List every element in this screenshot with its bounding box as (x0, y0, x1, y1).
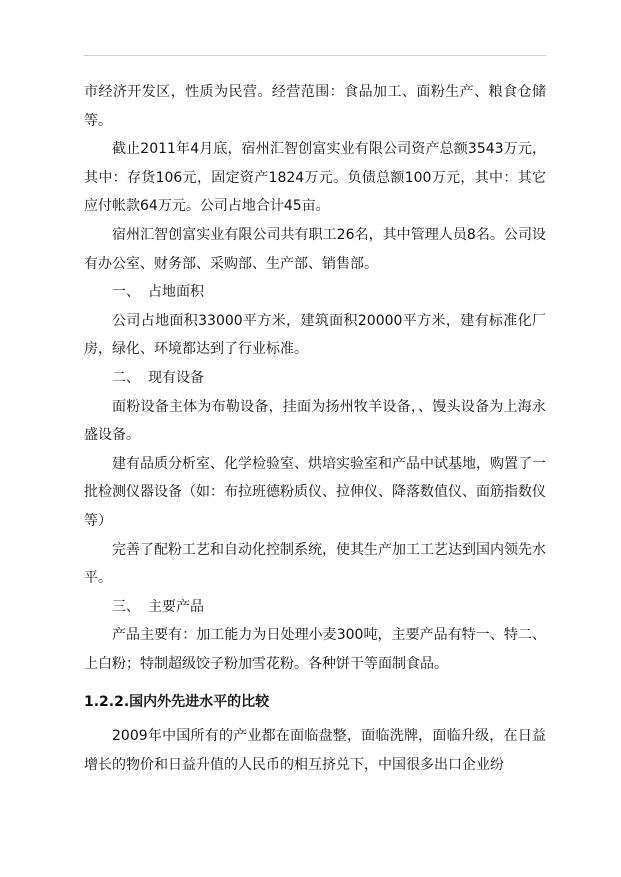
paragraph-products: 产品主要有：加工能力为日处理小麦300吨，主要产品有特一、特二、上白粉；特制超级饺子粉加雪花粉。各种饼干等面制食品。 (84, 627, 546, 672)
list-heading-number: 一、 (112, 284, 140, 301)
paragraph-land: 公司占地面积33000平方米，建筑面积20000平方米，建有标准化厂房，绿化、环境都达到了行业标准。 (84, 312, 546, 358)
paragraph-equipment-labs: 建有品质分析室、化学检验室、烘培实验室和产品中试基地，购置了一批检测仪器设备（如：布拉班德粉质仪、拉伸仪、降落数值仪、面筋指数仪等） (84, 455, 546, 529)
header-rule (84, 55, 546, 56)
document-body (84, 78, 546, 780)
section-heading: 1.2.2.国内外先进水平的比较 (84, 694, 270, 711)
list-heading-products (84, 593, 546, 622)
list-heading-land (84, 278, 546, 307)
paragraph-comparison: 2009年中国所有的产业都在面临盘整，面临洗牌，面临升级，在日益增长的物价和日益升值的人民币的相互挤兑下，中国很多出口企业纷 (84, 728, 546, 774)
paragraph-equipment-main: 面粉设备主体为布勒设备，挂面为扬州牧羊设备，、馒头设备为上海永盛设备。 (84, 398, 546, 444)
paragraph-business-scope: 市经济开发区，性质为民营。经营范围：食品加工、面粉生产、粮食仓储等。 (84, 84, 546, 129)
paragraph-staff: 宿州汇智创富实业有限公司共有职工26名，其中管理人员8名。公司设有办公室、财务部、采购部、生产部、销售部。 (84, 226, 546, 272)
paragraph-equipment-control: 完善了配粉工艺和自动化控制系统，使其生产加工工艺达到国内领先水平。 (84, 541, 546, 587)
list-heading-equipment (84, 364, 546, 393)
list-heading-number: 三、 (112, 598, 140, 615)
list-heading-label: 现有设备 (148, 369, 204, 386)
list-heading-label: 主要产品 (148, 598, 204, 615)
list-heading-number: 二、 (112, 369, 140, 386)
paragraph-assets: 截止2011年4月底，宿州汇智创富实业有限公司资产总额3543万元，其中：存货106元，固定资产1824万元。负债总额100万元，其中：其它应付帐款64万元。公司占地合计45亩。 (84, 141, 546, 215)
list-heading-label: 占地面积 (148, 284, 204, 301)
